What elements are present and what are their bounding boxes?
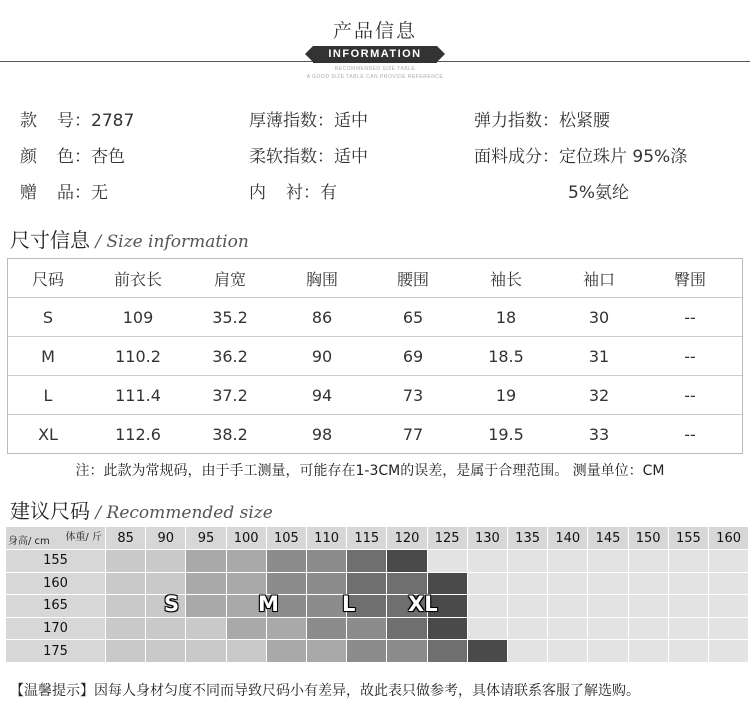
grid-cell [669,573,709,596]
style-number-label-a: 款 [20,111,37,131]
style-number [20,106,134,131]
size-table-cell: 30 [588,307,610,327]
product-lining [249,178,337,203]
size-table-header-cell: 前衣长 [113,269,162,289]
grid-cell [186,573,226,596]
size-table-cell: -- [684,425,696,444]
grid-cell [347,618,387,641]
product-gift-label-a: 赠 [20,183,37,203]
product-color-label-b: 色 [57,147,74,167]
grid-cell [588,595,628,618]
grid-cell [106,573,146,596]
grid-cell [186,640,226,663]
grid-cell [508,595,548,618]
grid-weight-header: 85 [106,527,146,550]
product-color-label-a: 颜 [20,147,37,167]
grid-cell [508,550,548,573]
grid-cell [267,640,307,663]
size-table-cell: 32 [588,385,610,405]
size-table-cell: 18.5 [488,346,524,366]
size-table-header-cell: 尺码 [31,269,64,289]
grid-cell [146,550,186,573]
grid-weight-header: 145 [588,527,628,550]
grid-cell [588,573,628,596]
size-table-row [8,337,742,376]
grid-cell [428,550,468,573]
size-table-cell: 77 [402,425,424,444]
grid-weight-header: 155 [669,527,709,550]
grid-cell [387,640,427,663]
grid-cell [468,618,508,641]
product-gift [20,178,108,203]
grid-height-header: 160 [6,573,106,596]
grid-cell [347,550,387,573]
grid-cell [669,595,709,618]
size-table-cell: 33 [588,425,610,444]
grid-cell [186,550,226,573]
size-table-cell: -- [684,385,696,405]
grid-cell [347,640,387,663]
grid-weight-header: 100 [227,527,267,550]
size-table-cell: M [41,346,55,366]
size-table-cell: 94 [311,385,333,405]
size-marker-xl: XL [408,592,438,616]
grid-height-header: 155 [6,550,106,573]
size-table-cell: 110.2 [115,346,161,366]
grid-cell [106,618,146,641]
size-table-header-cell: 袖长 [489,269,522,289]
grid-cell [508,640,548,663]
grid-cell [709,573,749,596]
grid-corner [6,527,106,550]
grid-weight-header: 150 [629,527,669,550]
grid-cell [548,595,588,618]
grid-cell [106,550,146,573]
size-table-cell: 98 [311,425,333,444]
grid-cell [548,618,588,641]
recommend-section-title [10,495,273,524]
size-table-cell: L [43,385,53,405]
size-table-cell: 31 [588,346,610,366]
grid-weight-header: 120 [387,527,427,550]
footer-tip: 【温馨提示】因每人身材匀度不同而导致尺码小有差异，故此表只做参考，具体请联系客服了解选购。 [10,683,640,699]
recommend-size-grid [6,527,749,667]
information-badge [313,46,437,63]
grid-weight-header: 125 [428,527,468,550]
grid-cell [508,573,548,596]
grid-cell [709,640,749,663]
product-color [20,142,125,167]
grid-cell [709,618,749,641]
grid-height-axis-label: 身高/ cm [8,536,50,547]
grid-cell [428,640,468,663]
product-lining-label-a: 内 [249,183,266,203]
grid-cell [106,640,146,663]
size-table-cell: 19.5 [488,425,524,444]
header-subtitle-2: A GOOD SIZE TABLE CAN PROVIDE REFERENCE [306,74,444,80]
size-table-row [8,376,742,415]
size-marker-m: M [258,592,279,616]
size-table-header-cell: 臀围 [673,269,706,289]
grid-cell [468,640,508,663]
grid-weight-header: 95 [186,527,226,550]
size-section-title-cn: 尺寸信息 [10,228,90,252]
product-gift-value: ：无 [74,183,108,203]
grid-cell [629,618,669,641]
grid-cell [227,618,267,641]
size-table-cell: S [42,307,54,327]
information-badge-label: INFORMATION [328,48,422,60]
size-table-cell: 38.2 [212,425,248,444]
size-table-cell: XL [38,425,58,444]
size-section-title [10,224,249,253]
fabric-composition-line2: 5%氨纶 [568,183,629,203]
grid-cell [548,573,588,596]
grid-height-header: 170 [6,618,106,641]
grid-cell [629,573,669,596]
product-lining-label-b: 衬 [286,183,303,203]
grid-weight-axis-label: 体重/ 斤 [65,532,102,543]
thickness-index: 厚薄指数：适中 [249,111,368,131]
size-section-title-en: / Size information [90,232,249,252]
grid-height-header: 165 [6,595,106,618]
softness-index: 柔软指数：适中 [249,147,368,167]
size-table-cell: 90 [311,346,333,366]
grid-cell [428,618,468,641]
grid-cell [508,618,548,641]
grid-cell [307,618,347,641]
size-table-cell: 36.2 [212,346,248,366]
grid-cell [468,595,508,618]
fabric-composition: 面料成分：定位珠片 95%涤 [474,147,688,167]
grid-cell [669,618,709,641]
grid-cell [307,640,347,663]
size-table-cell: 65 [402,307,424,327]
grid-cell [227,640,267,663]
size-table-header-cell: 胸围 [305,269,338,289]
grid-weight-header: 160 [709,527,749,550]
size-table-cell: 73 [402,385,424,405]
grid-cell [588,640,628,663]
size-marker-l: L [342,592,356,616]
grid-cell [146,618,186,641]
grid-cell [669,640,709,663]
size-table-cell: 111.4 [115,385,161,405]
page-title: 产品信息 [332,20,417,42]
grid-cell [267,550,307,573]
grid-cell [629,595,669,618]
grid-weight-header: 110 [307,527,347,550]
size-table-row [8,415,742,454]
size-table-cell: 69 [402,346,424,366]
grid-cell [267,618,307,641]
grid-weight-header: 130 [468,527,508,550]
style-number-label-b: 号 [57,111,74,131]
grid-cell [629,640,669,663]
grid-cell [387,618,427,641]
grid-weight-header: 105 [267,527,307,550]
size-table-cell: -- [684,307,696,327]
product-gift-label-b: 品 [57,183,74,203]
grid-cell [669,550,709,573]
size-table-row [8,298,742,337]
size-table-cell: 86 [311,307,333,327]
grid-weight-header: 140 [548,527,588,550]
size-marker-s: S [164,592,180,616]
grid-weight-header: 135 [508,527,548,550]
grid-cell [106,595,146,618]
grid-cell [468,550,508,573]
grid-cell [307,550,347,573]
size-table-header [8,259,742,298]
size-table-header-cell: 腰围 [396,269,429,289]
size-table-header-cell: 肩宽 [213,269,246,289]
grid-cell [588,618,628,641]
grid-cell [186,618,226,641]
grid-cell [548,640,588,663]
size-table-header-cell: 袖口 [582,269,615,289]
size-table-cell: 19 [495,385,517,405]
size-table-cell: 35.2 [212,307,248,327]
size-table-cell: 18 [495,307,517,327]
grid-height-header: 175 [6,640,106,663]
grid-cell [227,550,267,573]
recommend-section-title-en: / Recommended size [90,503,273,523]
size-table-cell: 37.2 [212,385,248,405]
size-table-cell: 112.6 [115,425,161,444]
grid-cell [588,550,628,573]
grid-cell [709,550,749,573]
grid-cell [629,550,669,573]
size-table-cell: 109 [122,307,154,327]
size-table [7,258,743,454]
grid-cell [468,573,508,596]
grid-cell [548,550,588,573]
grid-cell [387,550,427,573]
header-subtitle-1: RECOMMENDED SIZE TABLE [334,66,416,72]
style-number-value: ：2787 [74,111,135,131]
measurement-note: 注：此款为常规码，由于手工测量，可能存在1-3CM的误差，是属于合理范围。 测量单位：CM [75,463,665,479]
size-table-cell: -- [684,346,696,366]
grid-cell [709,595,749,618]
grid-cell [146,640,186,663]
recommend-section-title-cn: 建议尺码 [10,499,90,523]
grid-weight-header: 90 [146,527,186,550]
grid-cell [186,595,226,618]
product-color-value: ：杏色 [74,147,125,167]
elasticity-index: 弹力指数：松紧腰 [474,111,610,131]
product-lining-value: ：有 [303,183,337,203]
grid-weight-header: 115 [347,527,387,550]
